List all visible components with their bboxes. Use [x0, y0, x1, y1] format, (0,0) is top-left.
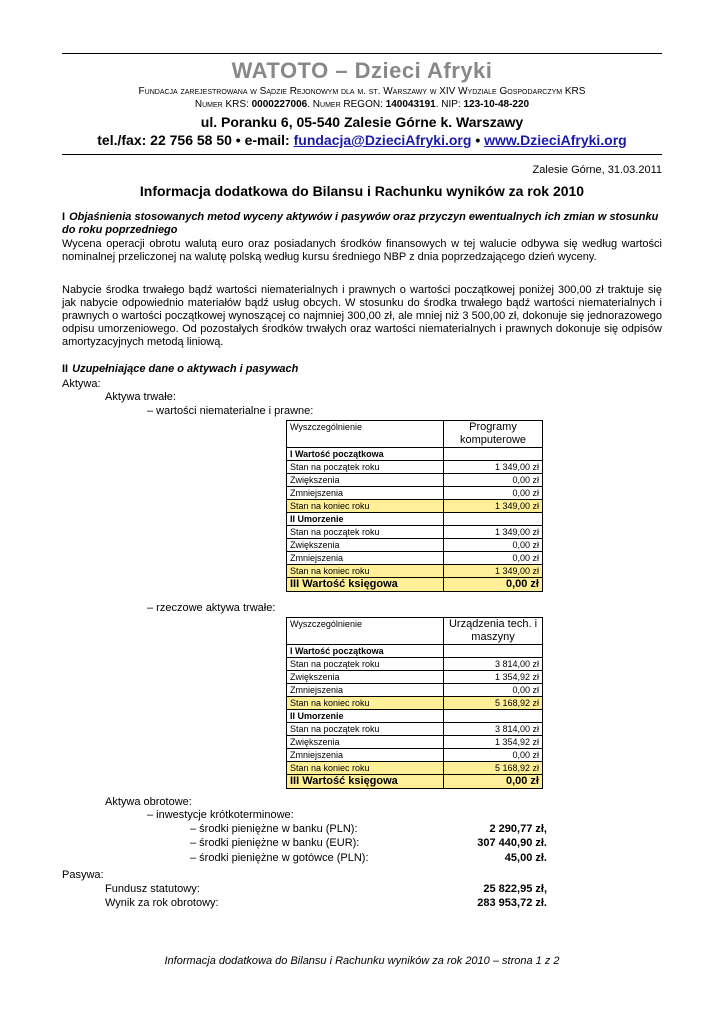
- table-row: [287, 684, 543, 697]
- row-label: Stan na koniec roku: [287, 762, 444, 775]
- header-bottom-rule: [62, 154, 662, 155]
- regon-label: . Numer REGON:: [307, 99, 383, 110]
- table-row: [287, 645, 543, 658]
- row-label: Zwiększenia: [287, 671, 444, 684]
- table-row: [287, 723, 543, 736]
- pasywa-label: Pasywa:: [62, 869, 104, 881]
- bank-pln-label: – środki pieniężne w banku (PLN):: [190, 823, 358, 835]
- row-value: 0,00 zł: [444, 474, 543, 487]
- page-footer: Informacja dodatkowa do Bilansu i Rachunku wyników za rok 2010 – strona 1 z 2: [164, 955, 560, 967]
- table-header-row: [287, 618, 543, 645]
- section-1-number: I: [62, 211, 66, 223]
- wynik-value: 283 953,72 zł.: [477, 897, 547, 909]
- row-value: 1 349,00 zł: [444, 500, 543, 513]
- row-label: I Wartość początkowa: [287, 645, 444, 658]
- aktywa-trwale-label: Aktywa trwałe:: [105, 391, 176, 403]
- place-date: Zalesie Górne, 31.03.2011: [532, 164, 662, 176]
- bullet-separator: •: [235, 132, 241, 148]
- table-row: [287, 513, 543, 526]
- table-row: [287, 775, 543, 789]
- website-link[interactable]: www.DzieciAfryki.org: [484, 132, 627, 148]
- table-row: [287, 671, 543, 684]
- row-value: 1 354,92 zł: [444, 671, 543, 684]
- row-value: 0,00 zł: [444, 487, 543, 500]
- krs-value: 0000227006: [251, 99, 308, 110]
- org-address: ul. Poranku 6, 05-540 Zalesie Górne k. Warszawy: [200, 114, 524, 130]
- section-1-title: Objaśnienia stosowanych metod wyceny aktywów i pasywów oraz przyczyn ewentualnych ich zmian w stosunku do roku poprzedniego: [62, 211, 659, 236]
- table-row: [287, 526, 543, 539]
- cash-label: – środki pieniężne w gotówce (PLN):: [190, 852, 369, 864]
- bank-pln-value: 2 290,77 zł,: [489, 823, 547, 835]
- tangible-assets-table: [286, 617, 543, 789]
- row-label: Zmniejszenia: [287, 552, 444, 565]
- row-label: Stan na początek roku: [287, 723, 444, 736]
- row-label: Stan na początek roku: [287, 658, 444, 671]
- row-value: 0,00 zł: [444, 684, 543, 697]
- row-label: I Wartość początkowa: [287, 448, 444, 461]
- row-value: [444, 710, 543, 723]
- table-row: [287, 565, 543, 578]
- cash-value: 45,00 zł.: [504, 852, 547, 864]
- table-row: [287, 736, 543, 749]
- row-label: III Wartość księgowa: [287, 775, 444, 789]
- wynik-label: Wynik za rok obrotowy:: [105, 897, 219, 909]
- fundusz-label: Fundusz statutowy:: [105, 883, 200, 895]
- org-name: WATOTO – Dzieci Afryki: [231, 58, 493, 83]
- table-row: [287, 762, 543, 775]
- row-label: Zwiększenia: [287, 539, 444, 552]
- intangible-assets-table: [286, 420, 543, 592]
- row-label: Zmniejszenia: [287, 487, 444, 500]
- table-row: [287, 749, 543, 762]
- row-label: II Umorzenie: [287, 513, 444, 526]
- regon-value: 140043191: [385, 99, 436, 110]
- row-value: 1 349,00 zł: [444, 526, 543, 539]
- row-value: 1 349,00 zł: [444, 461, 543, 474]
- section-1-heading: [62, 211, 662, 237]
- row-value: [444, 448, 543, 461]
- table-row: [287, 710, 543, 723]
- nip-value: 123-10-48-220: [463, 99, 530, 110]
- phone-fax: tel./fax: 22 756 58 50: [97, 132, 232, 148]
- table-row: [287, 539, 543, 552]
- row-label: Zwiększenia: [287, 736, 444, 749]
- row-value: 0,00 zł: [444, 552, 543, 565]
- row-label: Stan na początek roku: [287, 461, 444, 474]
- section-2-title: Uzupełniające dane o aktywach i pasywach: [72, 363, 299, 375]
- bank-eur-value: 307 440,90 zł.: [477, 837, 547, 849]
- registration-numbers: [62, 98, 662, 112]
- contact-line: [62, 132, 662, 148]
- table-row: [287, 500, 543, 513]
- row-value: [444, 513, 543, 526]
- row-label: III Wartość księgowa: [287, 578, 444, 592]
- aktywa-obrotowe-label: Aktywa obrotowe:: [105, 796, 192, 808]
- section-2-heading: [62, 363, 662, 376]
- krs-label: Numer KRS:: [194, 99, 249, 110]
- section-1-paragraph-1: Wycena operacji obrotu walutą euro oraz posiadanych środków finansowych w tej walucie odbywa się według wartości nominalnej przeliczonej na walutę polską według kursu średniego NBP z dnia poprzedzającego dzień wyceny.: [62, 238, 662, 263]
- row-value: 0,00 zł: [444, 578, 543, 592]
- bullet-separator: •: [475, 132, 481, 148]
- row-value: 1 354,92 zł: [444, 736, 543, 749]
- registration-line: Fundacja zarejestrowana w Sądzie Rejonowym dla m. st. Warszawy w XIV Wydziale Gospodarczym KRS: [138, 86, 586, 97]
- email-label: e-mail:: [244, 132, 290, 148]
- table-row: [287, 658, 543, 671]
- fundusz-value: 25 822,95 zł,: [483, 883, 547, 895]
- row-label: II Umorzenie: [287, 710, 444, 723]
- row-value: 3 814,00 zł: [444, 658, 543, 671]
- inwestycje-label: – inwestycje krótkoterminowe:: [147, 809, 294, 821]
- table-row: [287, 552, 543, 565]
- row-value: 0,00 zł: [444, 775, 543, 789]
- row-label: Zwiększenia: [287, 474, 444, 487]
- row-value: 0,00 zł: [444, 749, 543, 762]
- row-value: 0,00 zł: [444, 539, 543, 552]
- section-2-number: II: [62, 363, 69, 375]
- table-row: [287, 474, 543, 487]
- table-row: [287, 487, 543, 500]
- aktywa-label: Aktywa:: [62, 378, 101, 390]
- row-label: Zmniejszenia: [287, 684, 444, 697]
- table-row: [287, 461, 543, 474]
- document-title: Informacja dodatkowa do Bilansu i Rachunku wyników za rok 2010: [139, 183, 585, 199]
- header-top-rule: [62, 53, 662, 54]
- row-label: Stan na koniec roku: [287, 697, 444, 710]
- row-value: [444, 645, 543, 658]
- row-value: 1 349,00 zł: [444, 565, 543, 578]
- row-label: Stan na koniec roku: [287, 565, 444, 578]
- nip-label: . NIP:: [435, 99, 461, 110]
- table-col1-header: Wyszczególnienie: [287, 618, 444, 645]
- table-col1-header: Wyszczególnienie: [287, 421, 444, 448]
- row-label: Stan na początek roku: [287, 526, 444, 539]
- row-value: 5 168,92 zł: [444, 697, 543, 710]
- table-row: [287, 578, 543, 592]
- table-col2-header: Urządzenia tech. i maszyny: [444, 618, 543, 645]
- bank-eur-label: – środki pieniężne w banku (EUR):: [190, 837, 360, 849]
- row-value: 5 168,92 zł: [444, 762, 543, 775]
- wnip-label: – wartości niematerialne i prawne:: [147, 405, 314, 417]
- table-col2-header: Programy komputerowe: [444, 421, 543, 448]
- email-link[interactable]: fundacja@DzieciAfryki.org: [293, 132, 472, 148]
- rzeczowe-label: – rzeczowe aktywa trwałe:: [147, 602, 276, 614]
- row-label: Zmniejszenia: [287, 749, 444, 762]
- row-value: 3 814,00 zł: [444, 723, 543, 736]
- table-row: [287, 448, 543, 461]
- row-label: Stan na koniec roku: [287, 500, 444, 513]
- section-1-paragraph-2: Nabycie środka trwałego bądź wartości niematerialnych i prawnych o wartości początkowej poniżej 300,00 zł traktuje się jak nabycie odpowiednio materiałów bądź usług obcych. W stosunku do środka trwałego bądź wartości niematerialnych i prawnych o wartości początkowej wynoszącej co najmniej 300,00 zł, ale mniej niż 3 500,00 zł, dokonuje się jednorazowego odpisu umorzeniowego. Od pozostałych środków trwałych oraz wartości niematerialnych i prawnych dokonuje się odpisów amortyzacyjnych metodą liniową.: [62, 284, 662, 348]
- table-row: [287, 697, 543, 710]
- table-header-row: [287, 421, 543, 448]
